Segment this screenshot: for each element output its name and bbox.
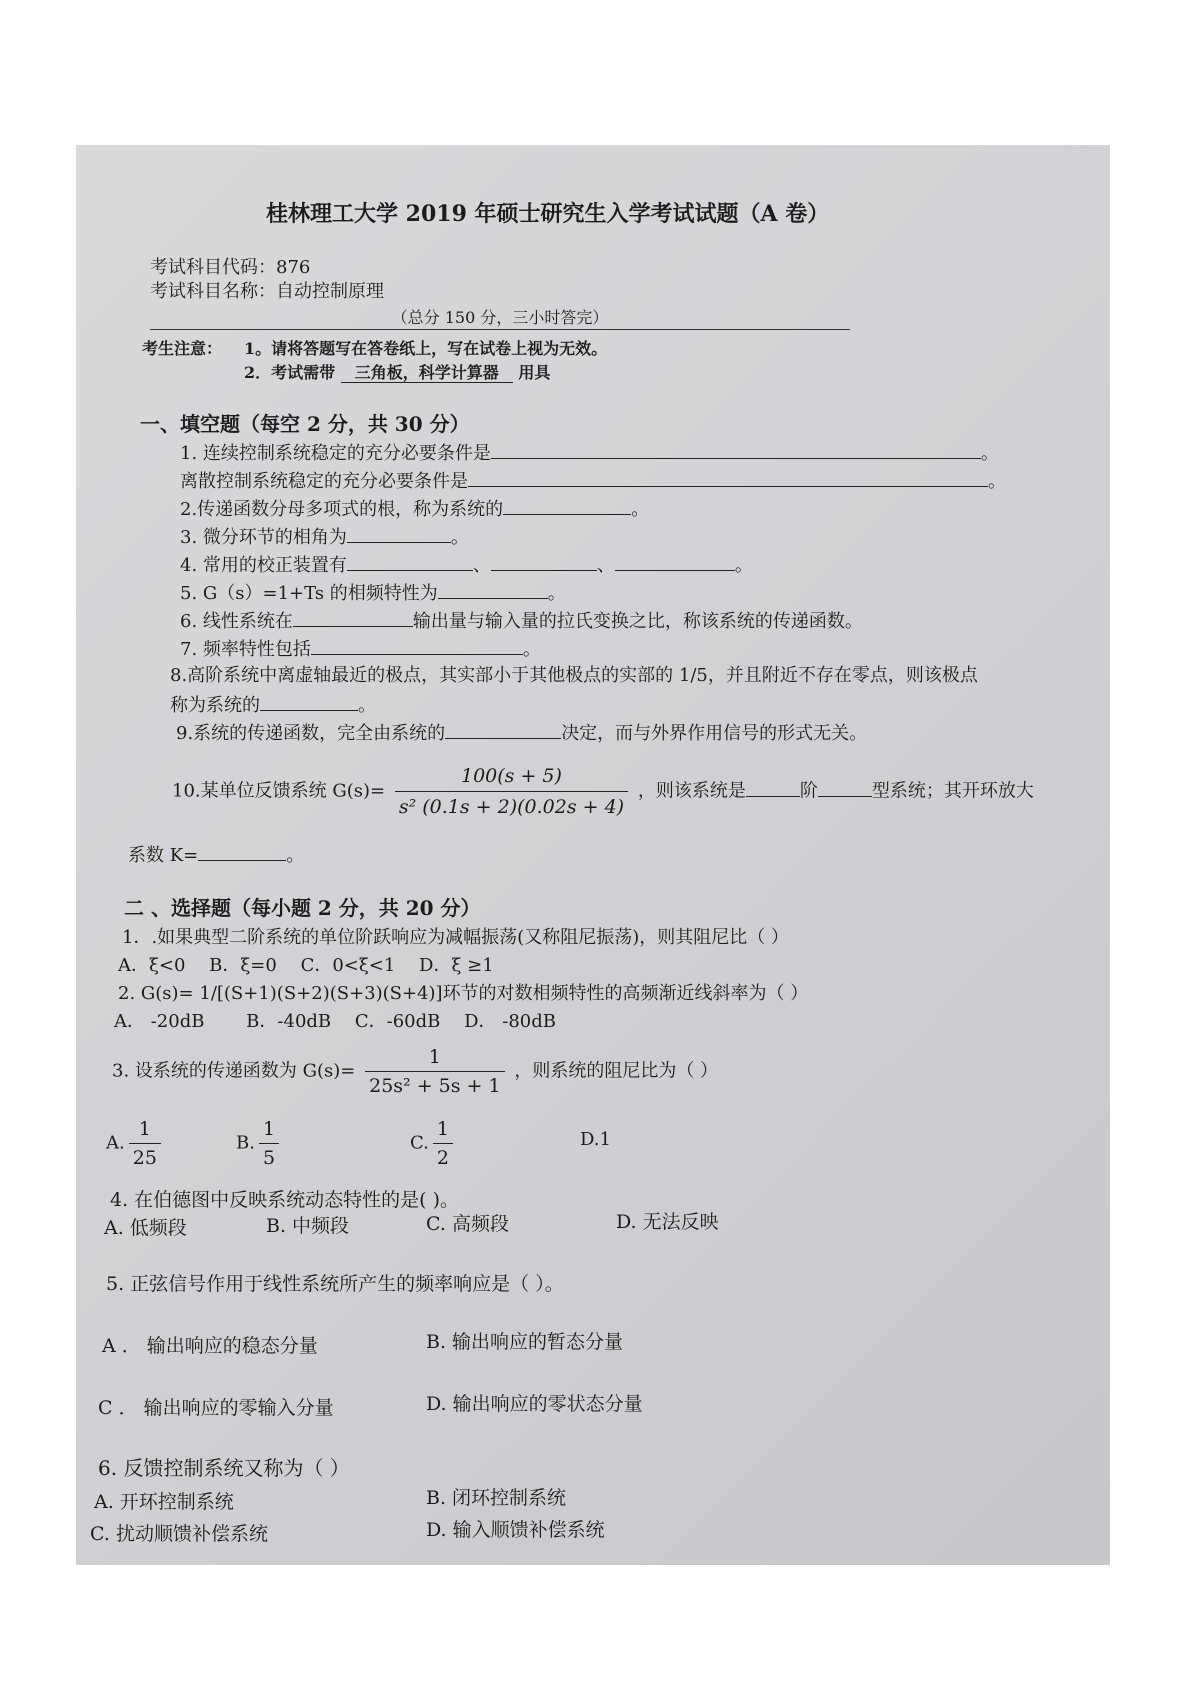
blank — [468, 469, 988, 487]
s2-q3-option-b — [236, 1117, 283, 1170]
s1-q9-post: 决定，而与外界作用信号的形式无关。 — [561, 723, 868, 744]
s1-q9-pre: 9.系统的传递函数，完全由系统的 — [176, 723, 446, 744]
s2-q1: 1．.如果典型二阶系统的单位阶跃响应为减幅振荡(又称阻尼振荡)，则其阻尼比（ ） — [122, 927, 789, 948]
blank — [347, 525, 451, 543]
opt-a-fraction — [129, 1117, 161, 1170]
s1-q1a-text: 1. 连续控制系统稳定的充分必要条件是 — [180, 443, 491, 464]
s2-q2-options: A． -20dB B．-40dB C．-60dB D． -80dB — [114, 1011, 556, 1032]
subject-name: 考试科目名称：自动控制原理 — [150, 281, 384, 302]
blank — [347, 553, 473, 571]
s1-q1b: 离散控制系统稳定的充分必要条件是 。 — [180, 471, 1006, 492]
s1-q8-line2: 称为系统的 。 — [170, 695, 376, 716]
s2-q5: 5. 正弦信号作用于线性系统所产生的频率响应是（ ）。 — [106, 1273, 564, 1295]
notice-2-tools: 三角板，科学计算器 — [341, 363, 513, 383]
s2-q5-option-d: D. 输出响应的零状态分量 — [426, 1393, 643, 1415]
s2-q4-option-b: B. 中频段 — [266, 1215, 350, 1237]
s2-q6-option-a: A. 开环控制系统 — [94, 1491, 234, 1513]
s1-q10-mid2: 阶 — [799, 780, 818, 802]
s1-q5: 5. G（s）=1+Ts 的相频特性为 。 — [180, 583, 566, 604]
blank — [818, 779, 872, 797]
blank — [438, 581, 548, 599]
s2-q3-pre: 3. 设系统的传递函数为 G(s)= — [112, 1060, 356, 1082]
s1-q1a: 1. 连续控制系统稳定的充分必要条件是 。 — [180, 443, 999, 464]
q10-denominator: s² (0.1s + 2)(0.02s + 4) — [398, 796, 625, 818]
s1-q3-text: 3. 微分环节的相角为 — [180, 527, 347, 548]
opt-a-num: 1 — [129, 1117, 161, 1144]
s1-q2: 2.传递函数分母多项式的根，称为系统的 。 — [180, 499, 650, 520]
s1-q3: 3. 微分环节的相角为 。 — [180, 527, 469, 548]
q10-numerator: 100(s + 5) — [395, 763, 628, 792]
s2-q3-post: ，则系统的阻尼比为（ ） — [514, 1060, 719, 1082]
s1-q10-mid3: 型系统；其开环放大 — [871, 780, 1034, 802]
s2-q3-option-d: D.1 — [580, 1129, 611, 1150]
s1-q10-line2-text: 系数 K= — [128, 845, 199, 866]
notice-2-suffix: 用具 — [518, 363, 551, 382]
s1-q4-text: 4. 常用的校正装置有 — [180, 555, 347, 576]
s1-q10-mid1: ，则该系统是 — [637, 780, 746, 802]
exam-paper — [76, 145, 1110, 1565]
q3-fraction — [365, 1045, 504, 1098]
opt-a-den: 25 — [132, 1147, 157, 1169]
notice-1: 1。请将答题写在答卷纸上，写在试卷上视为无效。 — [244, 339, 608, 358]
opt-c-label: C. — [410, 1132, 429, 1154]
s2-q4: 4. 在伯德图中反映系统动态特性的是( )。 — [110, 1189, 460, 1211]
s2-q3-option-a — [106, 1117, 165, 1170]
s1-q4: 4. 常用的校正装置有 、 、 。 — [180, 555, 753, 576]
s2-q6-option-c: C. 扰动顺馈补偿系统 — [90, 1523, 268, 1545]
q3-denominator: 25s² + 5s + 1 — [369, 1075, 501, 1097]
opt-c-den: 2 — [436, 1147, 449, 1169]
blank — [445, 721, 561, 739]
notice-2 — [244, 362, 550, 384]
blank — [198, 843, 286, 861]
blank — [491, 441, 981, 459]
s1-q7-text: 7. 频率特性包括 — [180, 639, 311, 660]
opt-b-label: B. — [236, 1132, 255, 1154]
opt-c-num: 1 — [433, 1117, 453, 1144]
s1-q10-line2: 系数 K= 。 — [128, 845, 305, 866]
s1-q8-line2-text: 称为系统的 — [170, 695, 260, 716]
s2-q3 — [112, 1045, 718, 1098]
s1-q9 — [176, 721, 867, 745]
blank — [746, 779, 800, 797]
opt-b-fraction — [259, 1117, 279, 1170]
s1-q6 — [180, 609, 863, 633]
exam-title: 桂林理工大学 2019 年硕士研究生入学考试试题（A 卷） — [266, 201, 830, 227]
s1-q7: 7. 频率特性包括 。 — [180, 639, 541, 660]
opt-b-den: 5 — [262, 1147, 276, 1169]
blank — [260, 693, 358, 711]
s1-q2-text: 2.传递函数分母多项式的根，称为系统的 — [180, 499, 504, 520]
s1-q1b-text: 离散控制系统稳定的充分必要条件是 — [180, 471, 468, 492]
subject-code: 考试科目代码：876 — [150, 257, 311, 278]
s2-q6-option-b: B. 闭环控制系统 — [426, 1487, 567, 1509]
s2-q4-option-a: A. 低频段 — [104, 1217, 187, 1239]
s2-q4-option-d: D. 无法反映 — [616, 1211, 719, 1233]
s1-q10 — [172, 763, 1034, 820]
blank — [311, 637, 523, 655]
notice-label: 考生注意： — [142, 339, 223, 358]
s2-q6-option-d: D. 输入顺馈补偿系统 — [426, 1519, 605, 1541]
section2-heading: 二 、选择题（每小题 2 分，共 20 分） — [124, 896, 481, 920]
notice-2-prefix: 2．考试需带 — [244, 363, 336, 382]
blank — [293, 609, 413, 627]
s1-q10-pre: 10.某单位反馈系统 G(s)= — [172, 780, 386, 802]
s1-q8-line1: 8.高阶系统中离虚轴最近的极点，其实部小于其他极点的实部的 1/5，并且附近不存在零点，则该极点 — [170, 665, 978, 686]
s2-q6: 6. 反馈控制系统又称为（ ） — [98, 1456, 350, 1480]
s1-q6-pre: 6. 线性系统在 — [180, 611, 293, 632]
s2-q5-option-c: C ． 输出响应的零输入分量 — [98, 1397, 334, 1419]
s2-q2: 2. G(s)= 1/[(S+1)(S+2)(S+3)(S+4)]环节的对数相频特性的高频渐近线斜率为（ ） — [118, 983, 809, 1004]
opt-c-fraction — [433, 1117, 453, 1170]
blank — [503, 497, 631, 515]
s2-q5-option-b: B. 输出响应的暂态分量 — [426, 1331, 624, 1353]
s2-q4-option-c: C. 高频段 — [426, 1213, 509, 1235]
s1-q6-post: 输出量与输入量的拉氏变换之比，称该系统的传递函数。 — [412, 611, 863, 632]
opt-b-num: 1 — [259, 1117, 279, 1144]
s1-q5-text: 5. G（s）=1+Ts 的相频特性为 — [180, 583, 438, 604]
score-note: （总分 150 分，三小时答完） — [150, 307, 850, 330]
s2-q5-option-a: A ． 输出响应的稳态分量 — [102, 1335, 318, 1357]
blank — [615, 553, 735, 571]
blank — [491, 553, 597, 571]
section1-heading: 一、填空题（每空 2 分，共 30 分） — [140, 412, 470, 436]
s2-q3-option-c — [410, 1117, 457, 1170]
opt-a-label: A. — [106, 1132, 125, 1154]
q3-numerator: 1 — [365, 1045, 504, 1072]
s2-q1-options: A．ξ<0 B．ξ=0 C．0<ξ<1 D．ξ ≥1 — [118, 955, 494, 976]
q10-fraction — [395, 763, 628, 820]
